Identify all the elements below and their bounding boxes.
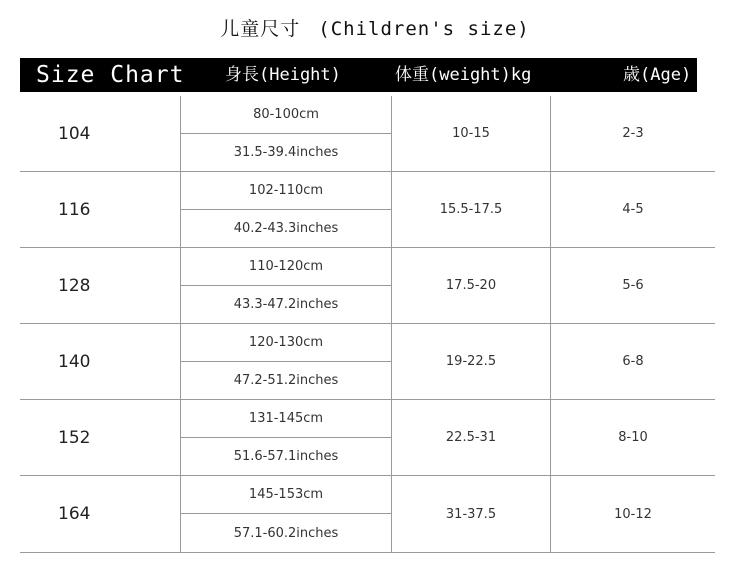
header-weight: 体重(weight)kg xyxy=(395,65,532,85)
weight-cell: 17.5-20 xyxy=(391,248,550,323)
height-cell xyxy=(180,96,391,171)
size-cell: 140 xyxy=(58,351,91,372)
height-cell xyxy=(180,324,391,399)
weight-cell: 22.5-31 xyxy=(391,400,550,475)
header-age: 歳(Age) xyxy=(623,65,692,85)
height-inches: 40.2-43.3inches xyxy=(233,220,339,236)
table-header xyxy=(20,58,697,92)
size-cell: 128 xyxy=(58,275,91,296)
weight-cell: 15.5-17.5 xyxy=(391,172,550,247)
height-inches: 51.6-57.1inches xyxy=(233,448,339,464)
table-row xyxy=(20,476,715,553)
height-cm: 120-130cm xyxy=(181,324,391,362)
height-cm: 110-120cm xyxy=(181,248,391,286)
height-cell xyxy=(180,172,391,247)
age-cell: 8-10 xyxy=(550,400,715,475)
age-cell: 6-8 xyxy=(550,324,715,399)
age-cell: 2-3 xyxy=(550,96,715,171)
table-row xyxy=(20,400,715,476)
age-cell: 4-5 xyxy=(550,172,715,247)
age-cell: 10-12 xyxy=(550,476,715,552)
table-row xyxy=(20,324,715,400)
header-height: 身長(Height) xyxy=(225,65,341,85)
height-inches: 57.1-60.2inches xyxy=(233,525,339,541)
height-inches: 43.3-47.2inches xyxy=(233,296,339,312)
page-title xyxy=(0,14,750,41)
table-row xyxy=(20,96,715,172)
height-inches: 31.5-39.4inches xyxy=(233,144,339,160)
size-table xyxy=(20,96,715,553)
height-cm: 80-100cm xyxy=(181,96,391,134)
age-cell: 5-6 xyxy=(550,248,715,323)
height-inches: 47.2-51.2inches xyxy=(233,372,339,388)
size-cell: 152 xyxy=(58,427,91,448)
title-en: (Children's size) xyxy=(318,18,530,40)
table-row xyxy=(20,172,715,248)
weight-cell: 19-22.5 xyxy=(391,324,550,399)
size-cell: 116 xyxy=(58,199,91,220)
size-cell: 164 xyxy=(58,504,91,524)
size-cell: 104 xyxy=(58,123,91,144)
weight-cell: 10-15 xyxy=(391,96,550,171)
height-cell xyxy=(180,248,391,323)
title-cn: 儿童尺寸 xyxy=(220,18,301,40)
height-cm: 131-145cm xyxy=(181,400,391,438)
height-cell xyxy=(180,400,391,475)
height-cell xyxy=(180,476,391,552)
header-size-chart: Size Chart xyxy=(36,62,185,88)
weight-cell: 31-37.5 xyxy=(391,476,550,552)
height-cm: 102-110cm xyxy=(181,172,391,210)
table-row xyxy=(20,248,715,324)
height-cm: 145-153cm xyxy=(181,476,391,514)
